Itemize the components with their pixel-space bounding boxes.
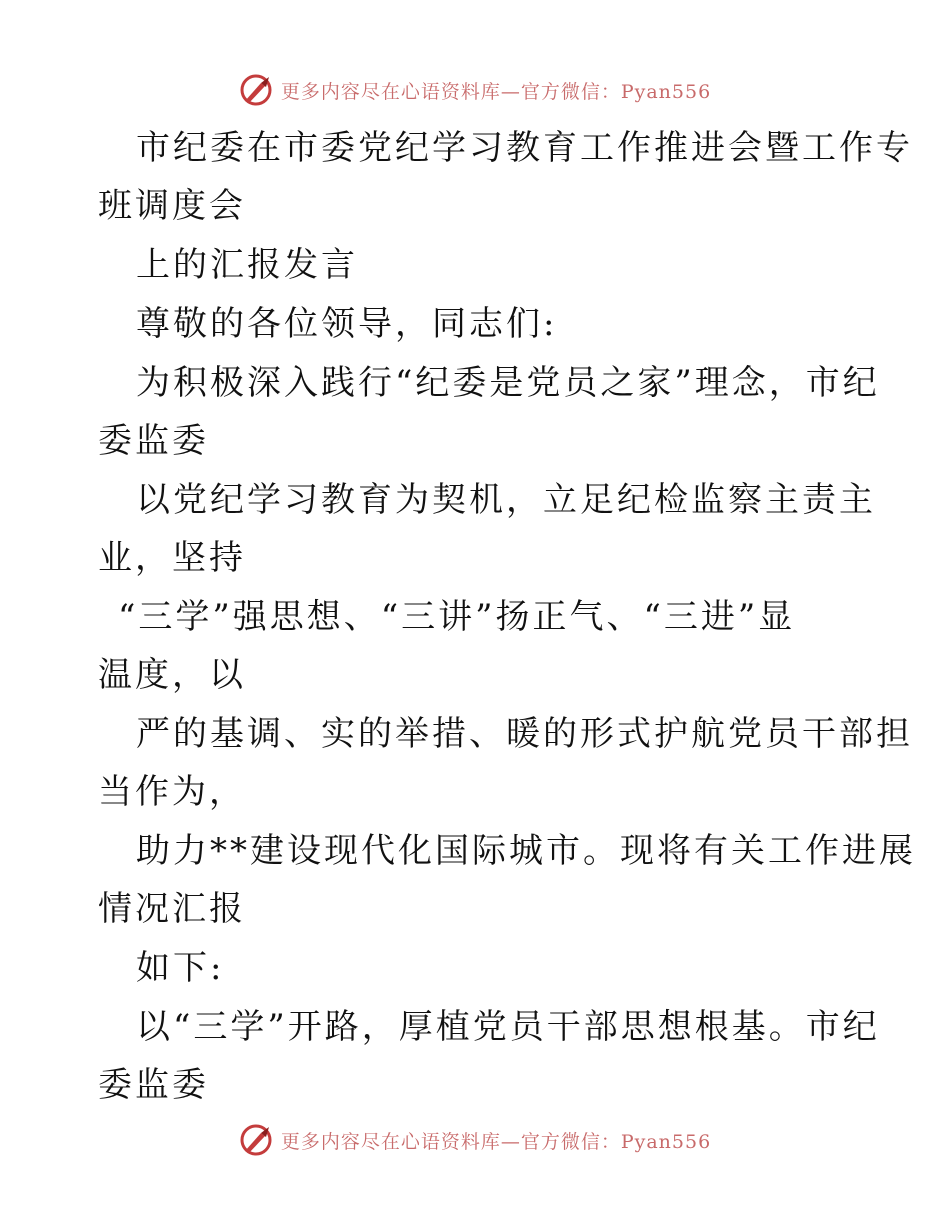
doc-paragraph-line: 以党纪学习教育为契机，立足纪检监察主责主 [136, 480, 876, 520]
doc-paragraph-line: 温度，以 [98, 655, 246, 695]
watermark-footer [0, 1120, 950, 1160]
doc-paragraph-line: “三学”强思想、“三讲”扬正气、“三进”显 [118, 597, 796, 637]
doc-paragraph-line: 业，坚持 [98, 538, 246, 578]
doc-paragraph-line: 情况汇报 [98, 889, 246, 929]
doc-paragraph-line: 为积极深入践行“纪委是党员之家”理念，市纪 [136, 363, 880, 403]
doc-paragraph-line: 助力**建设现代化国际城市。现将有关工作进展 [136, 831, 916, 871]
doc-section-heading-line: 以“三学”开路，厚植党员干部思想根基。市纪 [136, 1007, 880, 1047]
watermark-header [0, 70, 950, 110]
doc-paragraph-line: 委监委 [98, 1065, 209, 1105]
doc-paragraph-line: 委监委 [98, 421, 209, 461]
doc-paragraph-line: 如下: [136, 948, 225, 988]
doc-title-line-1: 市纪委在市委党纪学习教育工作推进会暨工作专 [136, 128, 913, 168]
doc-title-line-3: 上的汇报发言 [136, 245, 358, 285]
watermark-text: 更多内容尽在心语资料库—官方微信：Pyan556 [280, 1130, 712, 1153]
doc-paragraph-line: 严的基调、实的举措、暖的形式护航党员干部担 [136, 714, 913, 754]
watermark-text: 更多内容尽在心语资料库—官方微信：Pyan556 [280, 80, 712, 103]
doc-paragraph-line: 当作为， [98, 772, 246, 812]
quill-logo-icon [239, 1123, 273, 1157]
doc-salutation: 尊敬的各位领导，同志们: [136, 304, 558, 344]
doc-title-line-2: 班调度会 [98, 186, 246, 226]
quill-logo-icon [239, 73, 273, 107]
